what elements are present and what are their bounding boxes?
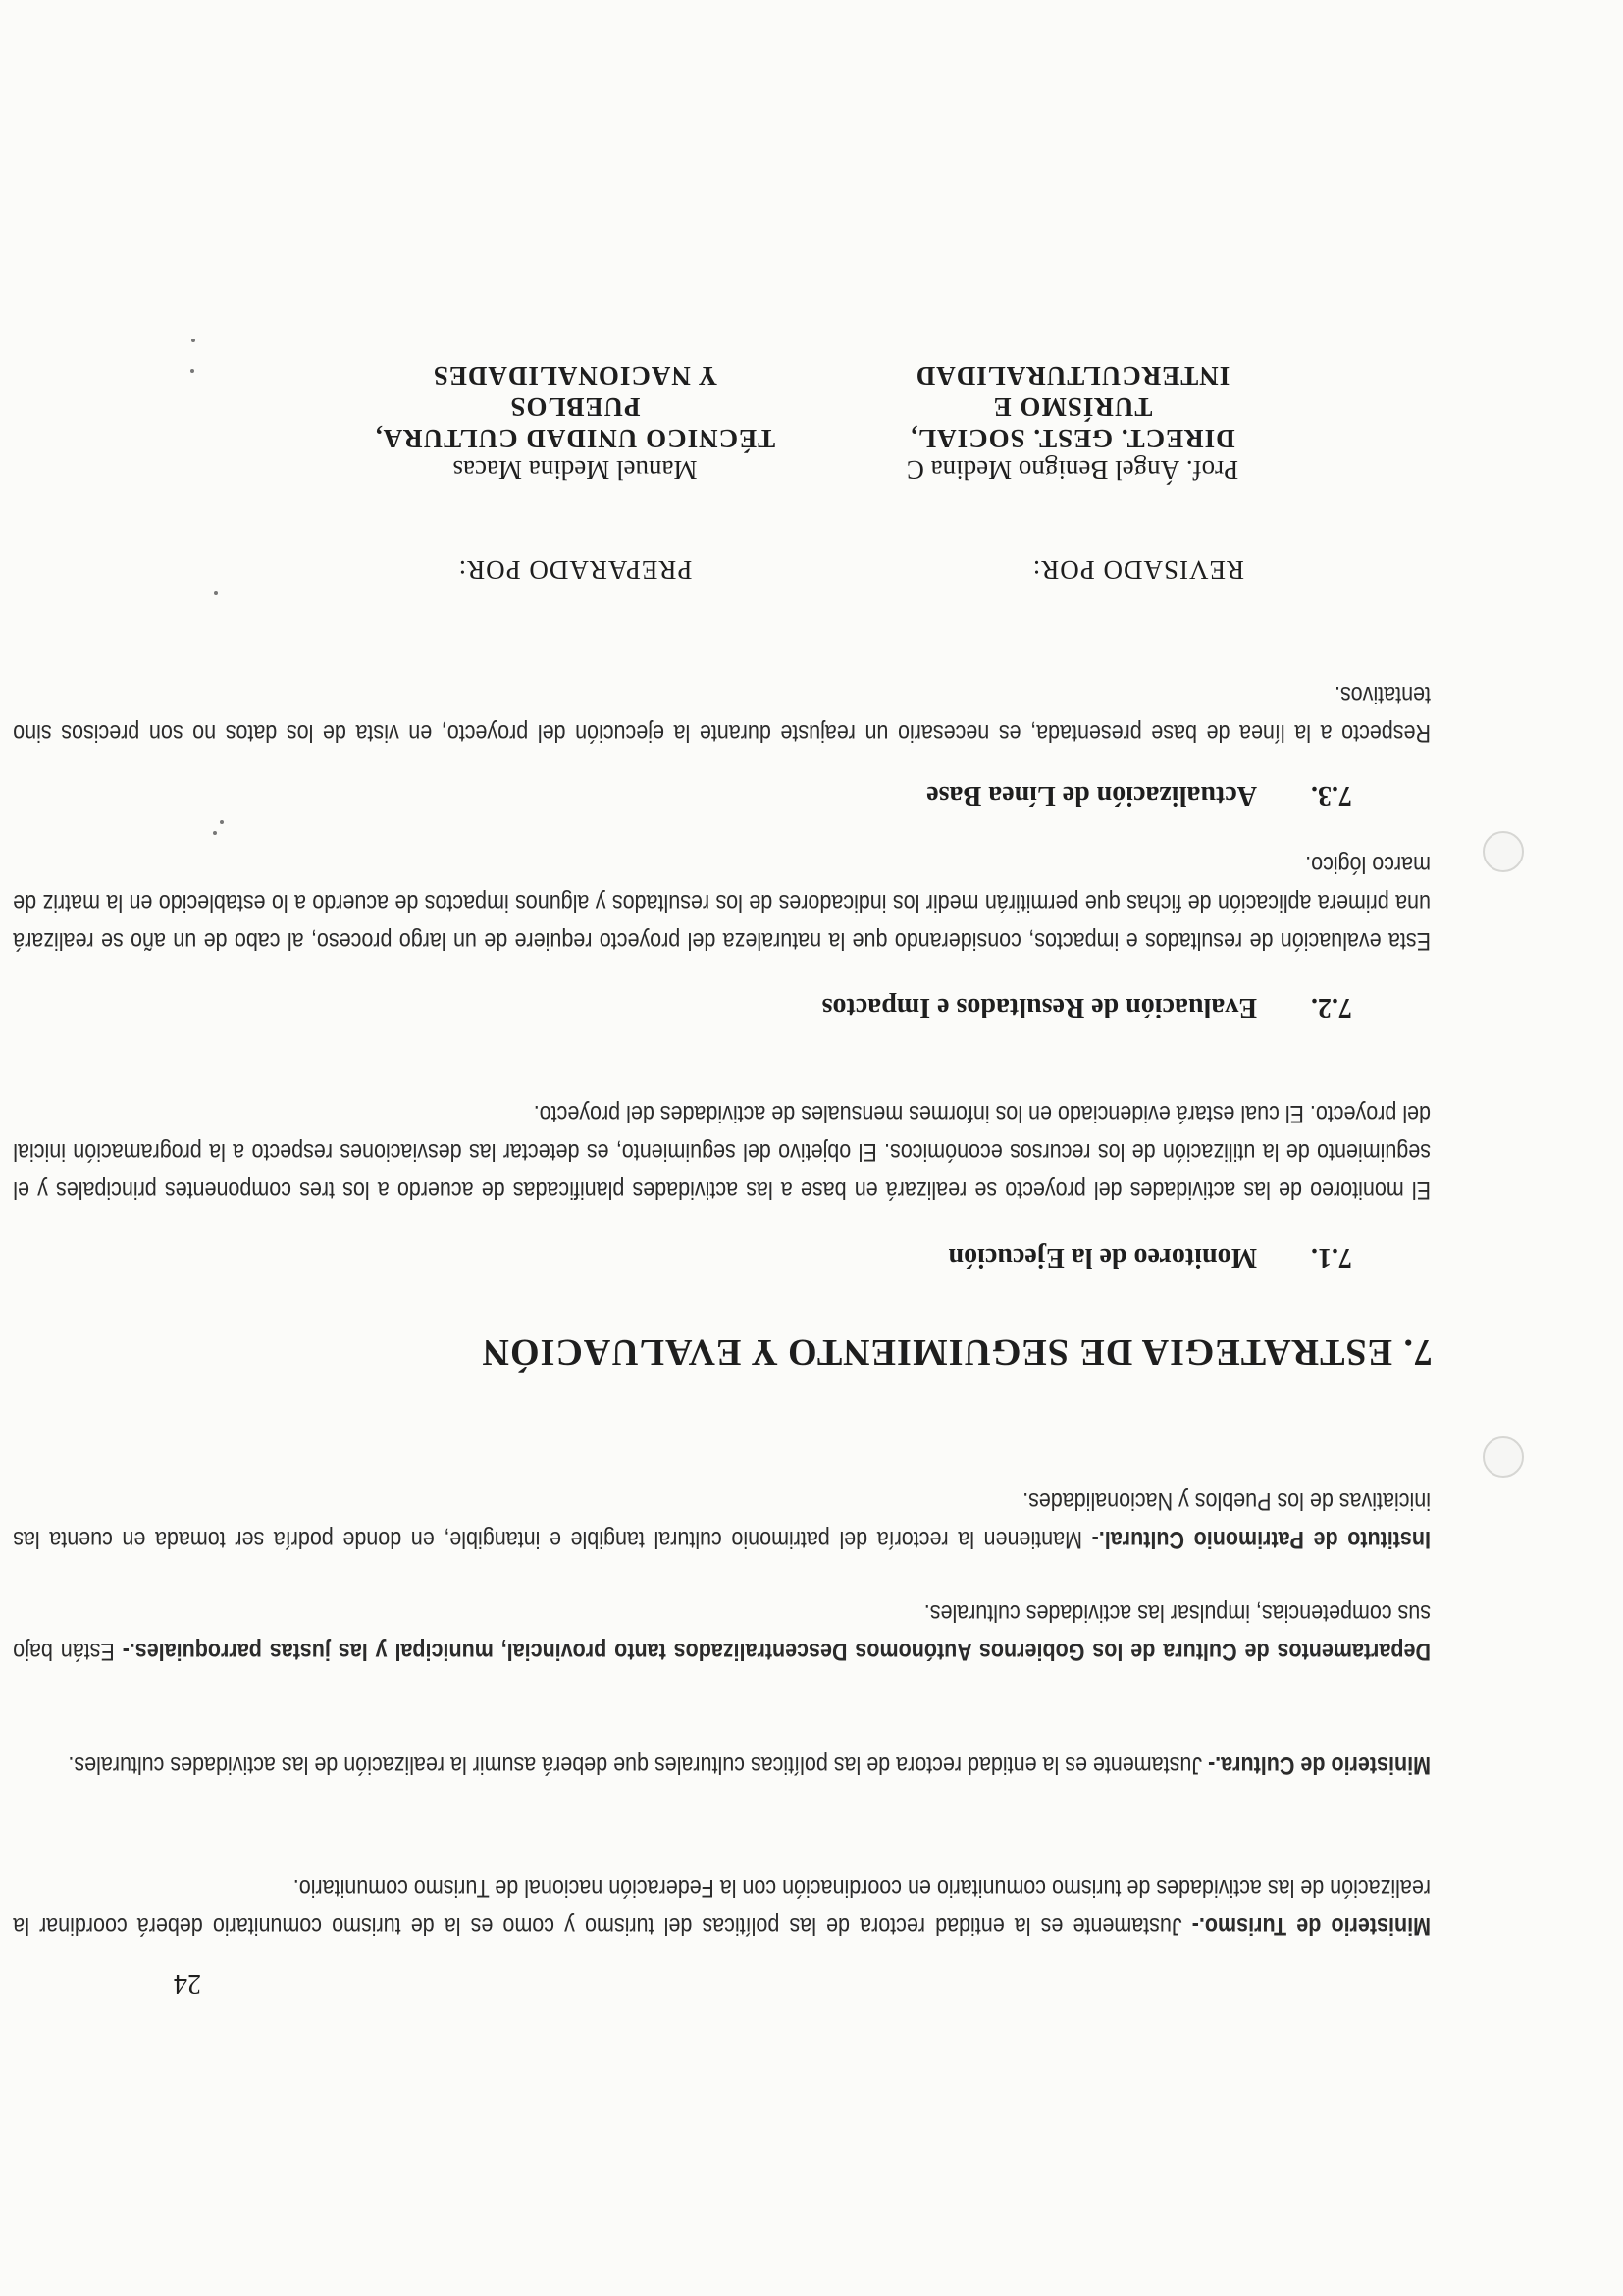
- signature-title-line-1: DIRECT. GEST. SOCIAL, TURÍSMO E: [910, 392, 1235, 453]
- subsection-text-7-2: [13, 845, 1431, 960]
- signature-block-prepared: [330, 360, 820, 586]
- paragraph-text: Están bajo sus competencias, impulsar las actividades culturales.: [13, 1599, 1431, 1665]
- scan-speck: [213, 831, 217, 835]
- signature-label: PREPARADO POR:: [457, 555, 693, 585]
- signature-name: Prof. Ángel Benigno Medina C: [906, 455, 1239, 485]
- scan-speck: [214, 591, 218, 595]
- subsection-number: 7.1.: [1311, 1242, 1352, 1273]
- paragraph-lead: Departamentos de Cultura de los Gobiernos Autónomos Descentralizados tanto provincial, municipal y las justas parroquiales.-: [122, 1638, 1431, 1665]
- signature-title-line-2: Y NACIONALIDADES: [432, 361, 718, 391]
- signature-name: Manuel Medina Macas: [452, 455, 698, 485]
- paragraph-text: Justamente es la entidad rectora de las políticas culturales que deberá asumir la realización de las actividades culturales.: [68, 1751, 1209, 1779]
- subsection-title: Evaluación de Resultados e Impactos: [821, 992, 1257, 1022]
- subsection-text-7-1: [13, 1094, 1431, 1209]
- signature-block-revised: [881, 360, 1264, 586]
- punch-hole-mark: [1483, 831, 1524, 872]
- subsection-heading-7-2: [822, 991, 1352, 1022]
- paragraph-text: Mantienen la rectoría del patrimonio cultural tangible e intangible, en donde podría ser tomada en cuenta las iniciativas de los Pueblos y Nacionalidades.: [13, 1487, 1431, 1553]
- scan-speck: [190, 369, 194, 373]
- intro-paragraph-1: [13, 1868, 1431, 1945]
- signature-label: REVISADO POR:: [1031, 555, 1244, 585]
- paragraph-text: Respecto a la línea de base presentada, es necesario un reajuste durante la ejecución del proyecto, en vista de los datos no son precisos sino tentativos.: [13, 681, 1431, 747]
- paragraph-lead: Ministerio de Cultura.-: [1208, 1751, 1431, 1779]
- intro-paragraph-4: [13, 1482, 1431, 1558]
- page-number: 24: [174, 1968, 201, 1999]
- intro-paragraph-2: [13, 1746, 1431, 1784]
- subsection-number: 7.2.: [1311, 992, 1352, 1022]
- signature-title-line-1: TÉCNICO UNIDAD CULTURA, PUEBLOS: [374, 392, 776, 453]
- paragraph-text: Esta evaluación de resultados e impactos, considerando que la naturaleza del proyecto requiere de un largo proceso, al cabo de un año se realizará una primera aplicación de fichas que permitirán medir los indicadores de los resultados y algunos impactos de acuerdo a lo establecido en la matriz de marco lógico.: [13, 851, 1431, 955]
- paragraph-text: El monitoreo de las actividades del proyecto se realizará en base a las actividades planificadas de acuerdo a los tres componentes principales y el seguimiento de la utilización de los recursos económicos. El objetivo del seguimiento, es detectar las desviaciones respecto a la programación inicial del proyecto. El cual estará evidenciado en los informes mensuales de actividades del proyecto.: [13, 1100, 1431, 1204]
- paragraph-text: Justamente es la entidad rectora de las políticas del turismo y como es la de turismo comunitario deberá coordinar la realización de las actividades de turismo comunitario en coordinación con la Federación nacional de Turismo comunitario.: [13, 1874, 1431, 1940]
- paragraph-lead: Ministerio de Turismo.-: [1191, 1912, 1431, 1940]
- signature-title-line-2: INTERCULTURALIDAD: [915, 361, 1230, 391]
- scan-speck: [191, 339, 195, 342]
- subsection-text-7-3: [13, 675, 1431, 752]
- subsection-heading-7-1: [949, 1241, 1352, 1273]
- subsection-number: 7.3.: [1311, 780, 1352, 810]
- scan-speck: [220, 820, 224, 824]
- subsection-heading-7-3: [926, 779, 1352, 810]
- subsection-title: Actualización de Línea Base: [926, 780, 1257, 810]
- punch-hole-mark: [1483, 1436, 1524, 1478]
- subsection-title: Monitoreo de la Ejecución: [948, 1242, 1257, 1273]
- paragraph-lead: Instituto de Patrimonio Cultural.-: [1091, 1526, 1431, 1553]
- intro-paragraph-3: [13, 1593, 1431, 1670]
- section-title: 7. ESTRATEGIA DE SEGUIMIENTO Y EVALUACIÓN: [481, 1331, 1433, 1373]
